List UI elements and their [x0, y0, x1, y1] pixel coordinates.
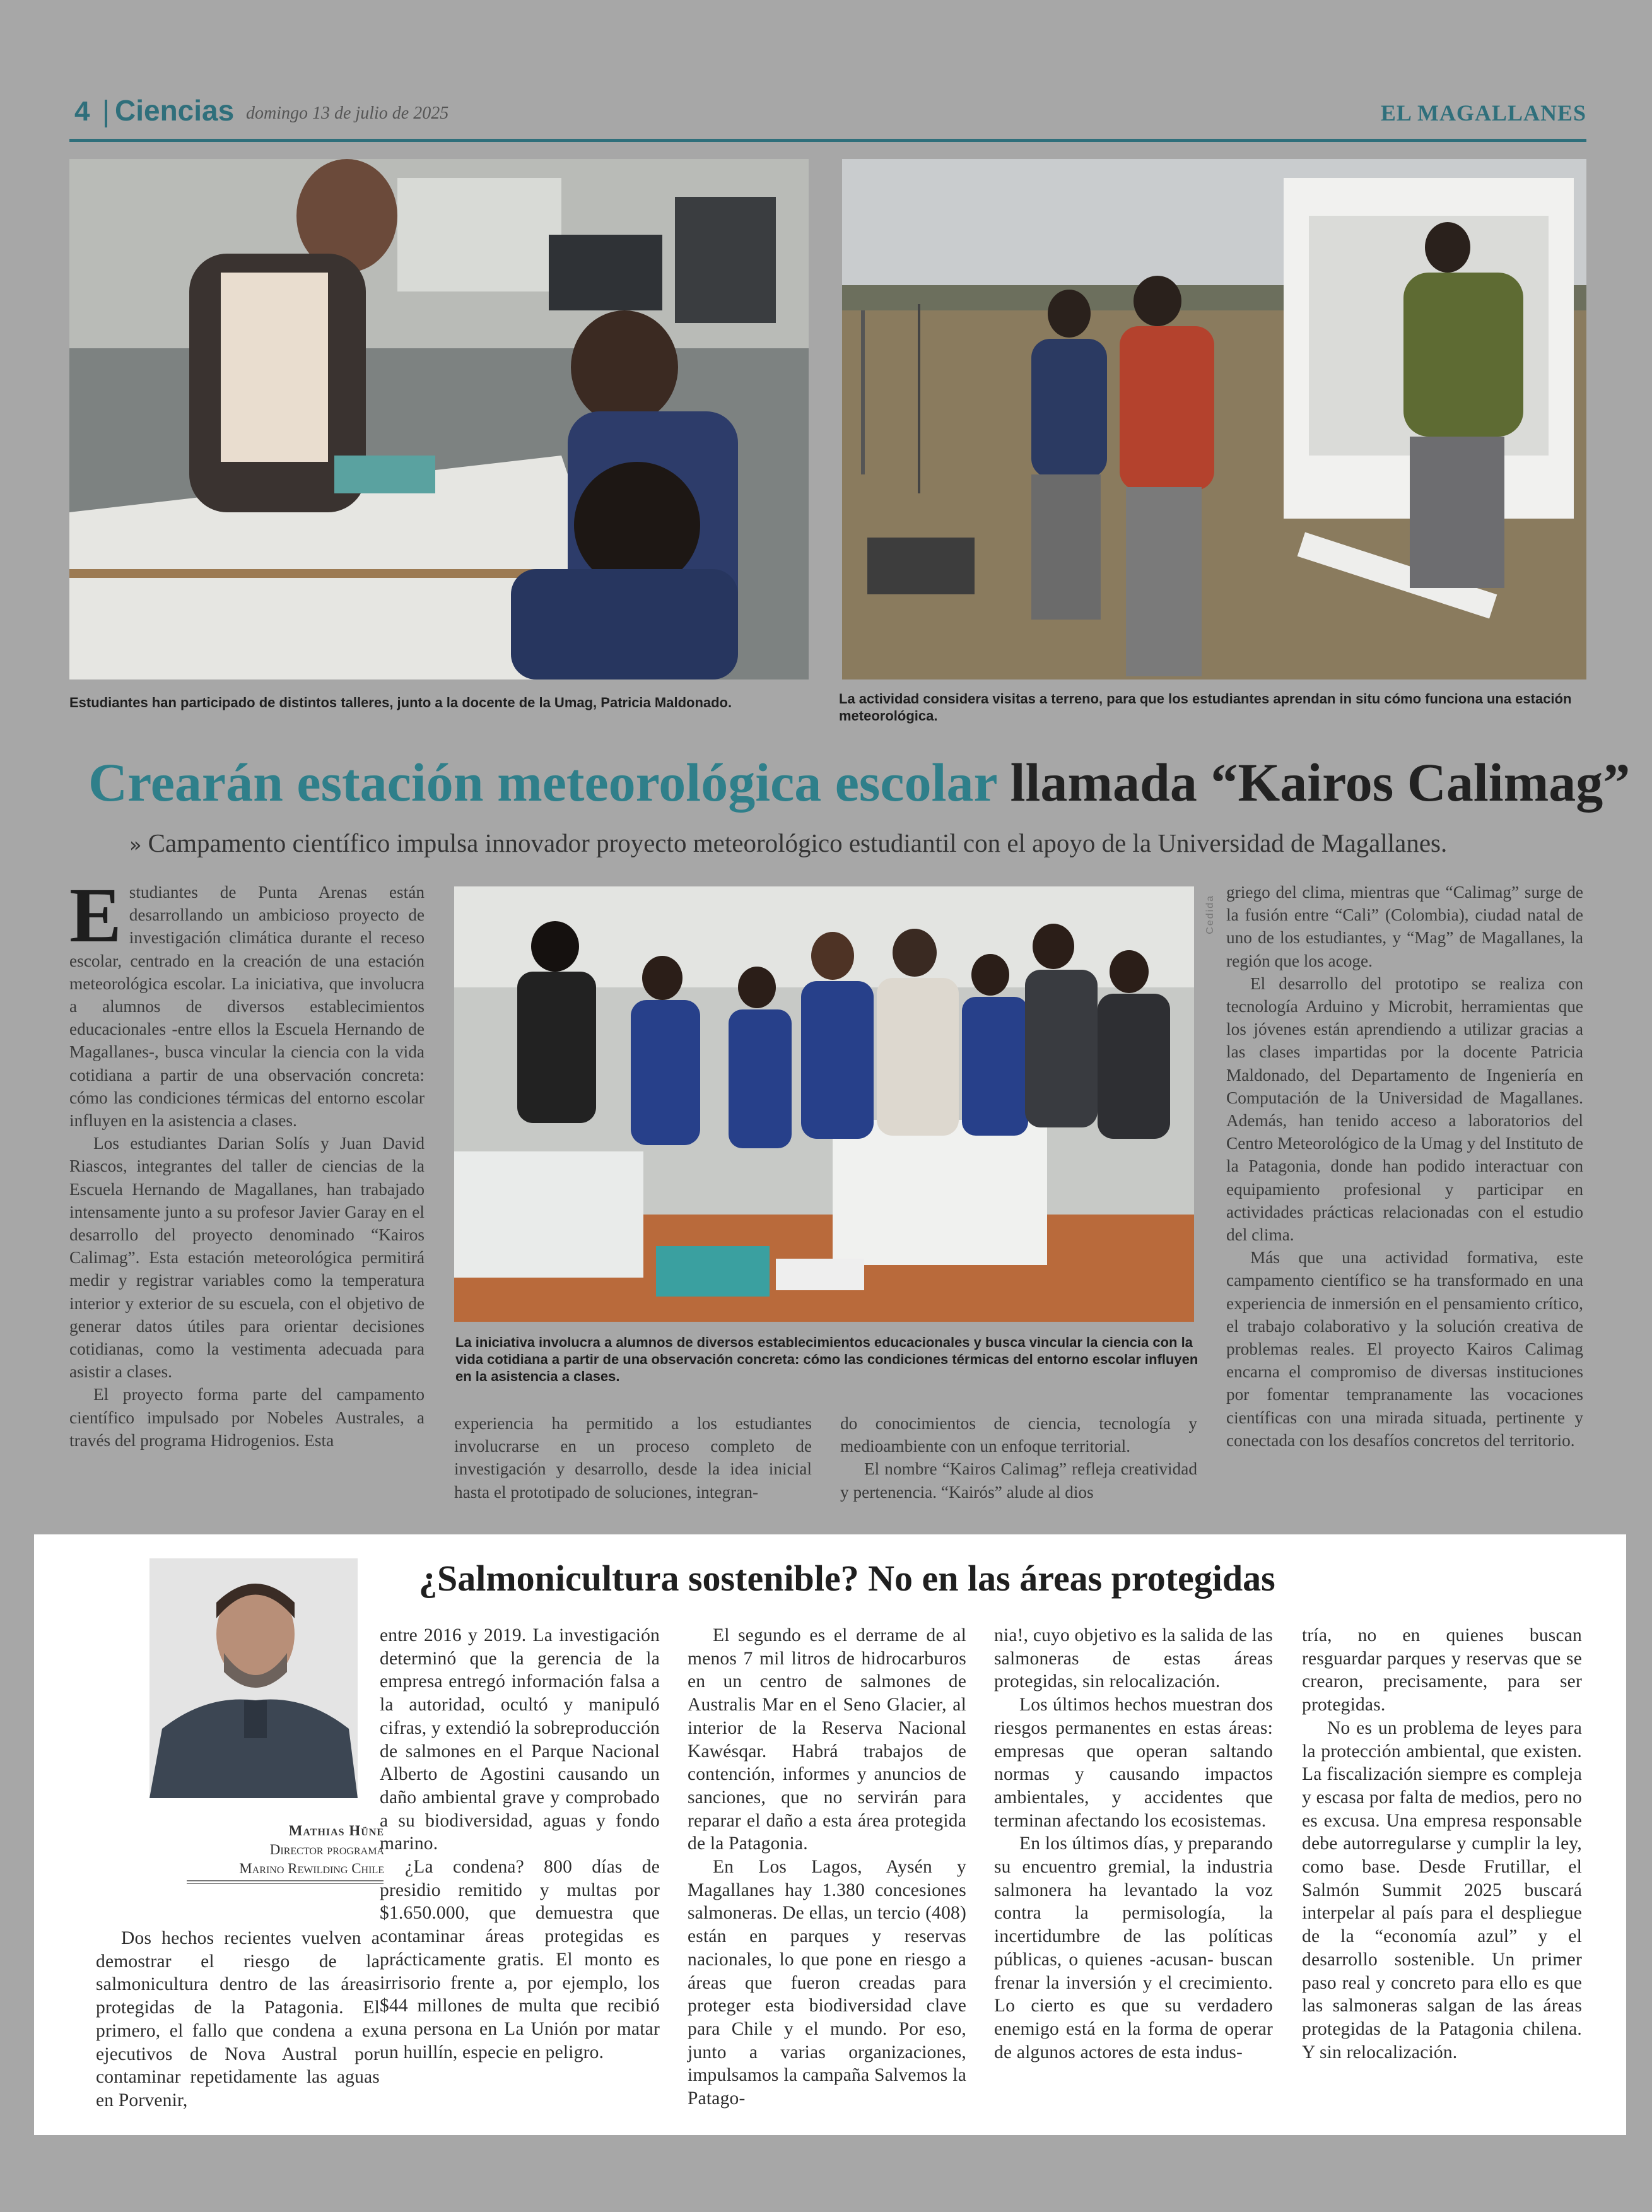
article-paragraph: Más que una actividad formativa, este campamento científico se ha transformado en una experiencia de inmersión en el pensamiento crítico, el trabajo colaborativo y la solución creativa de problemas reales. El proyecto Kairos Calimag encarna el compromiso de diversas instituciones por fomentar tempranamente las vocaciones científicas con una mirada situada, pertinente y conectada con los desafíos concretos del territorio. [1226, 1248, 1583, 1450]
opinion-column-3 [688, 1624, 966, 2110]
article-deck [129, 828, 1447, 858]
opinion-title: ¿Salmonicultura sostenible? No en las áreas protegidas [419, 1558, 1275, 1599]
opinion-column-4 [994, 1624, 1273, 2064]
opinion-column-5 [1302, 1624, 1582, 2064]
header-divider [105, 100, 107, 127]
article-paragraph: griego del clima, mientras que “Calimag” surge de la fusión entre “Cali” (Colombia), ciudad natal de uno de los estudiantes, y “Mag” de Magallanes, la región que los acoge. [1226, 883, 1583, 970]
page-header [69, 95, 1586, 142]
issue-date: domingo 13 de julio de 2025 [246, 103, 449, 123]
photo-workshop [69, 159, 809, 679]
double-chevron-icon: » [129, 833, 142, 857]
author-divider-thin [187, 1883, 384, 1884]
opinion-paragraph: Dos hechos recientes vuelven a demostrar el riesgo de la salmonicultura dentro de las áreas protegidas de la Patagonia. El primero, el fallo que condena a ex ejecutivos de Nova Austral por contaminar repetidamente las aguas en Porvenir, [96, 1928, 380, 2110]
deck-text: Campamento científico impulsa innovador proyecto meteorológico estudiantil con el apoyo de la Universidad de Magallanes. [148, 828, 1448, 857]
section-title: Ciencias [115, 94, 235, 127]
opinion-paragraph: entre 2016 y 2019. La investigación determinó que la gerencia de la empresa entregó información falsa a la autoridad, ocultó y manipuló cifras, y extendió la sobreproducción de salmones en el Parque Nacional Alberto de Agostini causando un daño ambiental grave y comprobado a su biodiversidad, aguas y fondo marino. [380, 1625, 660, 1854]
page-number: 4 [74, 96, 90, 127]
article-paragraph: experiencia ha permitido a los estudiantes involucrarse en un proceso completo de investigación y desarrollo, desde la idea inicial hasta el prototipado de soluciones, integran- [454, 1414, 812, 1502]
article-column-2 [454, 1412, 812, 1503]
opinion-paragraph: ¿La condena? 800 días de presidio remitido y multas por $1.650.000, que demuestra que contaminar áreas protegidas es prácticamente gratis. El monto es irrisorio frente a, por ejemplo, los $44 millones de multa que recibió una persona en La Unión por matar un huillín, especie en peligro. [380, 1857, 660, 2062]
headline-rest: llamada “Kairos Calimag” [997, 752, 1631, 813]
article-paragraph: Los estudiantes Darian Solís y Juan David Riascos, integrantes del taller de ciencias de la Escuela Hernando de Magallanes, han trabajado intensamente junto a su profesor Javier Garay en el desarrollo del proyecto denominado “Kairos Calimag”. Esta estación meteorológica permitirá medir y registrar variables como la temperatura interior y exterior de su escuela, con el objetivo de generar datos útiles para orientar decisiones cotidianas, como la vestimenta adecuada para asistir a clases. [69, 1134, 425, 1382]
article-column-4 [1226, 881, 1583, 1452]
opinion-paragraph: En Los Lagos, Aysén y Magallanes hay 1.380 concesiones salmoneras. De ellas, un tercio (408) están en parques y reservas nacionales, lo que pone en riesgo a áreas que fueron creadas para proteger esta biodiversidad clave para Chile y el mundo. Por eso, junto a varias organizaciones, impulsamos la campaña Salvemos la Patago- [688, 1857, 966, 2109]
opinion-box [34, 1534, 1626, 2135]
article-column-1 [69, 872, 425, 1452]
article-column-3 [840, 1412, 1197, 1503]
newspaper-name: EL MAGALLANES [1380, 100, 1586, 126]
opinion-paragraph: tría, no en quienes buscan resguardar parques y reservas que se crearon, precisamente, para ser protegidas. [1302, 1625, 1582, 1715]
author-credit [97, 1821, 384, 1878]
dropcap: E [69, 872, 122, 958]
opinion-paragraph: Los últimos hechos muestran dos riesgos permanentes en estas áreas: empresas que operan saltando normas y causando impactos ambientales, y accidentes que terminan afectando los ecosistemas. [994, 1695, 1273, 1831]
author-divider [187, 1880, 384, 1881]
opinion-paragraph: En los últimos días, y preparando su encuentro gremial, la industria salmonera ha levantado la voz contra la permisología, la incertidumbre de las políticas públicas, o quienes -acusan- buscan frenar la inversión y el crecimiento. Lo cierto es que su verdadero enemigo está en la forma de operar de algunos actores de esta indus- [994, 1833, 1273, 2062]
article-paragraph: El nombre “Kairos Calimag” refleja creatividad y pertenencia. “Kairós” alude al dios [840, 1459, 1197, 1502]
opinion-paragraph: El segundo es el derrame de al menos 7 mil litros de hidrocarburos en un centro de salmones de Australis Mar en el Seno Glacier, al interior de la Reserva Nacional Kawésqar. Habrá trabajos de contención, informes y anuncios de sanciones, que no servirán para reparar el daño a esta área protegida de la Patagonia. [688, 1625, 966, 1854]
author-organization: Marino Rewilding Chile [239, 1861, 384, 1876]
opinion-column-2 [380, 1624, 660, 2064]
opinion-paragraph: nia!, cuyo objetivo es la salida de las salmoneras de estas áreas protegidas, sin relocalización. [994, 1625, 1273, 1692]
caption-group: La iniciativa involucra a alumnos de diversos establecimientos educacionales y busca vincular la ciencia con la vida cotidiana a partir de una observación concreta: cómo las condiciones térmicas del entorno escolar influyen en la asistencia a clases. [455, 1334, 1198, 1384]
article-paragraph: studiantes de Punta Arenas están desarrollando un ambicioso proyecto de investigación climática durante el receso escolar, centrado en la creación de una estación meteorológica escolar. La iniciativa, que involucra a alumnos de diversos establecimientos educacionales -entre ellos la Escuela Hernando de Magallanes-, busca vincular la ciencia con la vida cotidiana a partir de una observación concreta: cómo las condiciones térmicas del entorno escolar influyen en la asistencia a clases. [69, 883, 425, 1131]
author-role: Director programa [269, 1842, 384, 1857]
article-paragraph: El desarrollo del prototipo se realiza con tecnología Arduino y Microbit, herramientas que los jóvenes están aprendiendo a utilizar gracias a las clases impartidas por la docente Patricia Maldonado, del Departamento de Ingeniería en Computación de la Universidad de Magallanes. Además, han tenido acceso a laboratorios del Centro Meteorológico de la Umag y del Instituto de la Patagonia, donde han podido interactuar con equipamiento profesional y participar en actividades prácticas relacionadas con el estudio del clima. [1226, 974, 1583, 1245]
caption-workshop: Estudiantes han participado de distintos talleres, junto a la docente de la Umag, Patricia Maldonado. [69, 695, 732, 710]
opinion-column-1 [96, 1927, 380, 2112]
headline-highlight: Crearán estación meteorológica escolar [88, 752, 997, 813]
caption-field-visit: La actividad considera visitas a terreno, para que los estudiantes aprendan in situ cómo funciona una estación meteorológica. [839, 691, 1572, 724]
article-paragraph: do conocimientos de ciencia, tecnología y medioambiente con un enfoque territorial. [840, 1414, 1197, 1456]
article-headline [88, 751, 1631, 814]
article-paragraph: El proyecto forma parte del campamento científico impulsado por Nobeles Australes, a través del programa Hidrogenios. Esta [69, 1385, 425, 1450]
photo-credit: Cedida [1205, 895, 1216, 934]
author-name: Mathias Hüne [288, 1823, 384, 1838]
opinion-paragraph: No es un problema de leyes para la protección ambiental, que existen. La fiscalización siempre es compleja y escasa por falta de medios, pero no es excusa. Una empresa responsable debe autorregularse y cumplir la ley, como base. Desde Frutillar, el Salmón Summit 2025 buscará interpelar al país para el despliegue de la “economía azul” y el desarrollo sostenible. Un primer paso real y concreto para ello es que las salmoneras salgan de las áreas protegidas de la Patagonia chilena. Y sin relocalización. [1302, 1717, 1582, 2062]
photo-group [454, 886, 1194, 1322]
author-photo [149, 1558, 358, 1798]
photo-field-visit [842, 159, 1586, 679]
